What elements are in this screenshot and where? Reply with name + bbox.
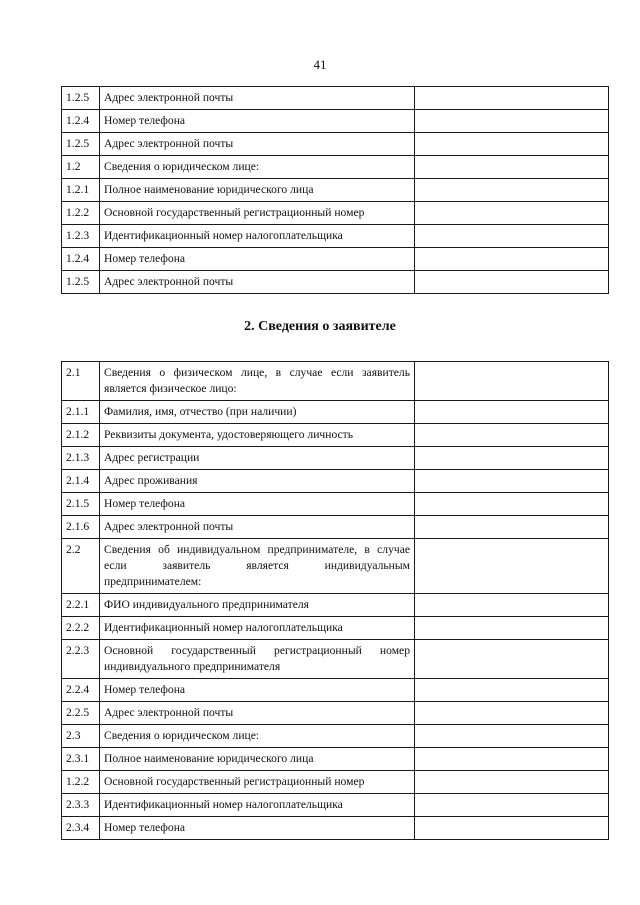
table-body [62,87,609,294]
row-label: Основной государственный регистрационный номер индивидуального предпринимателя [100,640,415,679]
row-label: Реквизиты документа, удостоверяющего личность [100,424,415,447]
value-cell[interactable] [415,794,609,817]
row-number: 2.2.5 [62,702,100,725]
value-cell[interactable] [415,362,609,401]
value-cell[interactable] [415,617,609,640]
row-number: 1.2.2 [62,771,100,794]
row-label: Сведения об индивидуальном предпринимателе, в случае если заявитель является индивидуальным предпринимателем: [100,539,415,594]
row-label: Идентификационный номер налогоплательщика [100,617,415,640]
row-label: Номер телефона [100,248,415,271]
row-number: 2.1.4 [62,470,100,493]
row-number: 2.2.3 [62,640,100,679]
table-row [62,87,609,110]
row-number: 2.1.1 [62,401,100,424]
value-cell[interactable] [415,424,609,447]
row-label: Полное наименование юридического лица [100,179,415,202]
table-row [62,594,609,617]
value-cell[interactable] [415,539,609,594]
row-label: Адрес электронной почты [100,87,415,110]
value-cell[interactable] [415,679,609,702]
value-cell[interactable] [415,401,609,424]
row-number: 2.1.6 [62,516,100,539]
page-number: 41 [313,57,327,72]
row-number: 1.2.5 [62,133,100,156]
row-number: 2.1 [62,362,100,401]
value-cell[interactable] [415,225,609,248]
row-number: 2.1.3 [62,447,100,470]
value-cell[interactable] [415,702,609,725]
table-row [62,271,609,294]
row-label: Адрес электронной почты [100,133,415,156]
row-label: Номер телефона [100,110,415,133]
row-number: 2.2.2 [62,617,100,640]
value-cell[interactable] [415,817,609,840]
row-number: 2.3 [62,725,100,748]
value-cell[interactable] [415,202,609,225]
value-cell[interactable] [415,156,609,179]
row-number: 1.2 [62,156,100,179]
table-row [62,640,609,679]
row-label: Номер телефона [100,679,415,702]
table-row [62,362,609,401]
value-cell[interactable] [415,470,609,493]
table-row [62,447,609,470]
value-cell[interactable] [415,271,609,294]
table-row [62,110,609,133]
value-cell[interactable] [415,447,609,470]
value-cell[interactable] [415,725,609,748]
row-number: 1.2.5 [62,87,100,110]
table-row [62,539,609,594]
value-cell[interactable] [415,87,609,110]
row-number: 1.2.5 [62,271,100,294]
row-number: 2.3.3 [62,794,100,817]
value-cell[interactable] [415,133,609,156]
row-label: Адрес электронной почты [100,516,415,539]
table-row [62,516,609,539]
table-row [62,156,609,179]
applicant-info-table [61,361,609,840]
table-row [62,725,609,748]
table-row [62,679,609,702]
row-label: Основной государственный регистрационный номер [100,202,415,225]
row-label: Номер телефона [100,817,415,840]
table-row [62,771,609,794]
value-cell[interactable] [415,248,609,271]
table-row [62,225,609,248]
row-number: 2.3.1 [62,748,100,771]
value-cell[interactable] [415,640,609,679]
row-label: Фамилия, имя, отчество (при наличии) [100,401,415,424]
row-label: Адрес электронной почты [100,271,415,294]
table-row [62,248,609,271]
section-heading: 2. Сведения о заявителе [244,319,396,334]
table-row [62,493,609,516]
table-row [62,817,609,840]
row-label: Адрес электронной почты [100,702,415,725]
value-cell[interactable] [415,493,609,516]
row-label: Сведения о юридическом лице: [100,156,415,179]
value-cell[interactable] [415,110,609,133]
table-row [62,748,609,771]
table-body [62,362,609,840]
value-cell[interactable] [415,516,609,539]
table-row [62,617,609,640]
row-number: 1.2.4 [62,248,100,271]
table-row [62,202,609,225]
row-label: Номер телефона [100,493,415,516]
value-cell[interactable] [415,771,609,794]
row-label: Идентификационный номер налогоплательщика [100,794,415,817]
row-number: 2.2.1 [62,594,100,617]
row-label: Сведения о юридическом лице: [100,725,415,748]
row-number: 2.1.5 [62,493,100,516]
applicant-data-table-continued [61,86,609,294]
value-cell[interactable] [415,748,609,771]
value-cell[interactable] [415,179,609,202]
row-number: 1.2.3 [62,225,100,248]
row-number: 2.2 [62,539,100,594]
table-row [62,794,609,817]
row-number: 1.2.1 [62,179,100,202]
table-row [62,179,609,202]
row-number: 1.2.4 [62,110,100,133]
value-cell[interactable] [415,594,609,617]
table-row [62,401,609,424]
row-number: 2.3.4 [62,817,100,840]
table-row [62,133,609,156]
table-row [62,470,609,493]
row-number: 2.2.4 [62,679,100,702]
row-label: Идентификационный номер налогоплательщика [100,225,415,248]
row-label: Сведения о физическом лице, в случае если заявитель является физическое лицо: [100,362,415,401]
table-row [62,702,609,725]
row-number: 2.1.2 [62,424,100,447]
row-label: Адрес регистрации [100,447,415,470]
table-row [62,424,609,447]
row-label: ФИО индивидуального предпринимателя [100,594,415,617]
row-label: Полное наименование юридического лица [100,748,415,771]
row-label: Адрес проживания [100,470,415,493]
row-label: Основной государственный регистрационный номер [100,771,415,794]
row-number: 1.2.2 [62,202,100,225]
